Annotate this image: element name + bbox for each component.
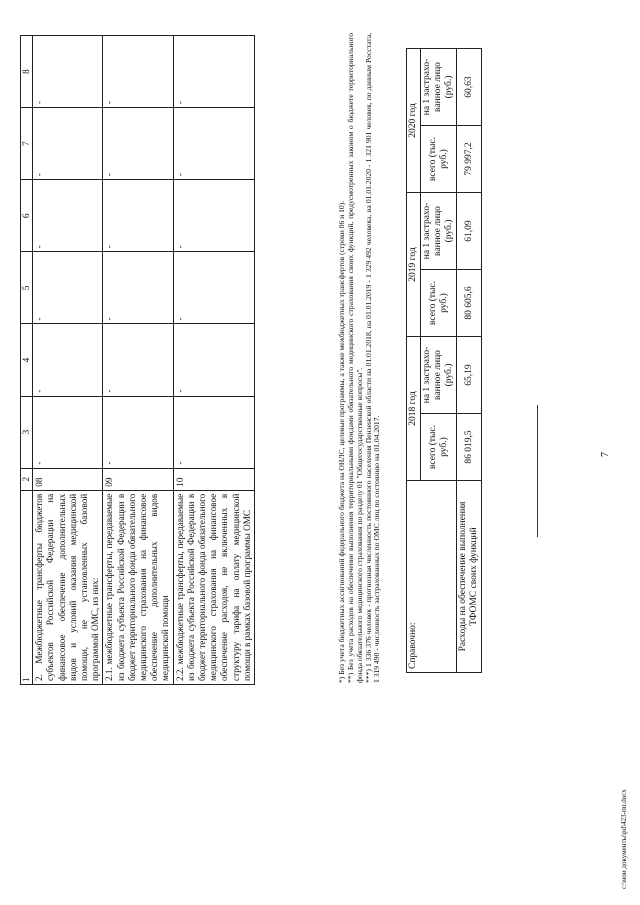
- footnote: *) Без учета бюджетных ассигнований федерального бюджета на ОНЛС, целевые программы, а также межбюджетных трансфертов (строки 06 и 10).: [337, 200, 346, 683]
- table-cell: -: [33, 36, 103, 108]
- header-cell: 7: [21, 108, 33, 180]
- table-cell: -: [33, 252, 103, 324]
- table-cell: -: [173, 252, 254, 324]
- header-cell: 6: [21, 180, 33, 252]
- row-code: 08: [33, 468, 103, 490]
- table-cell: -: [173, 180, 254, 252]
- table-cell: -: [33, 324, 103, 396]
- reference-value: 80 605,6: [457, 270, 482, 337]
- table-cell: -: [103, 396, 173, 468]
- reference-value: 65,19: [457, 337, 482, 414]
- main-table: [20, 35, 255, 685]
- footnote: **) Без учета расходов на обеспечение выполнения территориальными фондами обязательного медицинского страхования своих функций, предусмотренных законом о бюджете территориального фонда обязательного медицинского страхования по разделу 01 "Общегосударственные вопросы".: [346, 33, 364, 683]
- col-total-header: всего (тыс. руб.): [421, 270, 457, 337]
- col-total-header: всего (тыс. руб.): [421, 126, 457, 193]
- table-cell: -: [33, 396, 103, 468]
- header-cell: 5: [21, 252, 33, 324]
- reference-value: 61,09: [457, 193, 482, 270]
- header-cell: 2: [21, 468, 33, 490]
- separator-line: [537, 405, 538, 537]
- reference-row-label: Расходы на обеспечение выполнения ТФОМС своих функций: [457, 481, 482, 673]
- table-cell: -: [173, 396, 254, 468]
- table-cell: -: [103, 36, 173, 108]
- table-cell: -: [173, 324, 254, 396]
- year-header: 2020 год: [407, 49, 421, 193]
- reference-value: 79 997,2: [457, 126, 482, 193]
- table-cell: -: [103, 324, 173, 396]
- table-cell: -: [103, 108, 173, 180]
- col-total-header: всего (тыс. руб.): [421, 414, 457, 481]
- header-cell: 4: [21, 324, 33, 396]
- table-row: [173, 36, 254, 685]
- reference-header-row: [407, 49, 421, 673]
- table-cell: -: [103, 180, 173, 252]
- header-cell: 3: [21, 396, 33, 468]
- footnote: ***) 1 336 376 человек - прогнозная численность постоянного населения Пензенской области на 01.01.2018, на 01.01.2019 - 1 329 492 человека, на 01.01.2020 - 1 321 901 человек, по данным Росстата, 1 319 490 - численность застрахованных по ОМС лиц по состоянию на 01.04.2017.: [363, 33, 382, 683]
- file-path: c:\мои документы\pd\423-пп.docx: [620, 789, 628, 889]
- col-per-insured-header: на 1 застрахо-ванное лицо (руб.): [421, 49, 457, 126]
- table-cell: -: [33, 180, 103, 252]
- year-header: 2019 год: [407, 193, 421, 337]
- year-header: 2018 год: [407, 337, 421, 481]
- table-cell: -: [103, 252, 173, 324]
- table-header-row: [21, 36, 33, 685]
- table-row: [33, 36, 103, 685]
- page-number: 7: [600, 452, 611, 457]
- reference-data-row: [457, 49, 482, 673]
- row-code: 09: [103, 468, 173, 490]
- reference-value: 86 019,5: [457, 414, 482, 481]
- reference-table: [406, 48, 482, 673]
- header-cell: 1: [21, 490, 33, 684]
- table-cell: -: [173, 36, 254, 108]
- row-label: 2.1. межбюджетные трансферты, передаваемые из бюджета субъекта Российской Федерации в бюджет территориального фонда обязательного медицинского страхования на финансовое обеспечение дополнительных видов медицинской помощи: [103, 490, 173, 684]
- header-cell: 8: [21, 36, 33, 108]
- table-cell: -: [173, 108, 254, 180]
- row-code: 10: [173, 468, 254, 490]
- reference-value: 60,63: [457, 49, 482, 126]
- table-row: [103, 36, 173, 685]
- row-label: 2. Межбюджетные трансферты бюджетов субъектов Российской Федерации на финансовое обеспечение дополнительных видов и условий оказания медицинской помощи, не установленных базовой программой ОМС, из них:: [33, 490, 103, 684]
- footnotes: [338, 33, 382, 683]
- col-per-insured-header: на 1 застрахо-ванное лицо (руб.): [421, 337, 457, 414]
- col-per-insured-header: на 1 застрахо-ванное лицо (руб.): [421, 193, 457, 270]
- row-label: 2.2. межбюджетные трансферты, передаваемые из бюджета субъекта Российской Федерации в бюджет территориального фонда обязательного медицинского страхования на финансовое обеспечение расходов, не включенных в структуру тарифа на оплату медицинской помощи в рамках базовой программы ОМС: [173, 490, 254, 684]
- table-cell: -: [33, 108, 103, 180]
- reference-title: Справочно:: [407, 481, 457, 673]
